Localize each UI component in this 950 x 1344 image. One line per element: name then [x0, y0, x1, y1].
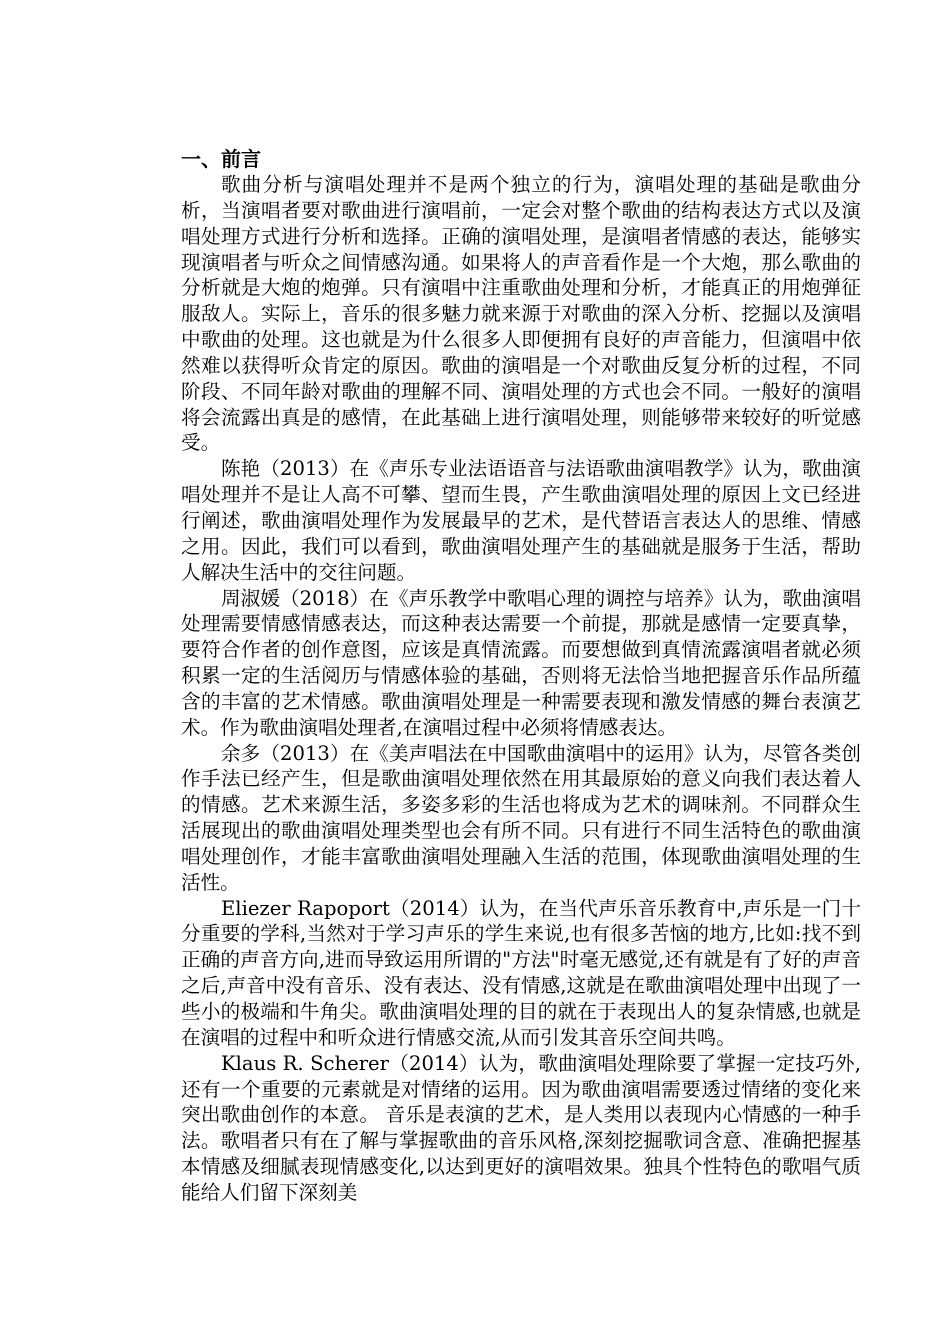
paragraph-yu-duo: 余多（2013）在《美声唱法在中国歌曲演唱中的运用》认为，尽管各类创作手法已经产生，但是歌曲演唱处理依然在用其最原始的意义向我们表达着人的情感。艺术来源生活，多姿多彩的生活也将成为艺术的调味剂。不同群众生活展现出的歌曲演唱处理类型也会有所不同。只有进行不同生活特色的歌曲演唱处理创作，才能丰富歌曲演唱处理融入生活的范围，体现歌曲演唱处理的生活性。 [181, 741, 861, 894]
paragraph-intro: 歌曲分析与演唱处理并不是两个独立的行为，演唱处理的基础是歌曲分析，当演唱者要对歌曲进行演唱前，一定会对整个歌曲的结构表达方式以及演唱处理方式进行分析和选择。正确的演唱处理，是演唱者情感的表达，能够实现演唱者与听众之间情感沟通。如果将人的声音看作是一个大炮，那么歌曲的分析就是大炮的炮弹。只有演唱中注重歌曲处理和分析，才能真正的用炮弹征服敌人。实际上，音乐的很多魅力就来源于对歌曲的深入分析、挖掘以及演唱中歌曲的处理。这也就是为什么很多人即便拥有良好的声音能力，但演唱中依然难以获得听众肯定的原因。歌曲的演唱是一个对歌曲反复分析的过程，不同阶段、不同年龄对歌曲的理解不同、演唱处理的方式也会不同。一般好的演唱将会流露出真是的感情，在此基础上进行演唱处理，则能够带来较好的听觉感受。 [181, 173, 861, 455]
section-heading: 一、前言 [181, 147, 261, 171]
paragraph-eliezer-rapoport: Eliezer Rapoport（2014）认为，在当代声乐音乐教育中,声乐是一门十分重要的学科,当然对于学习声乐的学生来说,也有很多苦恼的地方,比如:找不到正确的声音方向,进而导致运用所谓的"方法"时毫无感觉,还有就是有了好的声音之后,声音中没有音乐、没有表达、没有情感,这就是在歌曲演唱处理中出现了一些小的极端和牛角尖。歌曲演唱处理的目的就在于表现出人的复杂情感,也就是在演唱的过程中和听众进行情感交流,从而引发其音乐空间共鸣。 [181, 896, 861, 1049]
paragraph-klaus-scherer: Klaus R. Scherer（2014）认为，歌曲演唱处理除要了掌握一定技巧外,还有一个重要的元素就是对情绪的运用。因为歌曲演唱需要透过情绪的变化来突出歌曲创作的本意。 音乐是表演的艺术，是人类用以表现内心情感的一种手法。歌唱者只有在了解与掌握歌曲的音乐风格,深刻挖掘歌词含意、准确把握基本情感及细腻表现情感变化,以达到更好的演唱效果。独具个性特色的歌唱气质能给人们留下深刻美 [181, 1051, 861, 1204]
paragraph-chen-yan: 陈艳（2013）在《声乐专业法语语音与法语歌曲演唱教学》认为，歌曲演唱处理并不是让人高不可攀、望而生畏，产生歌曲演唱处理的原因上文已经进行阐述，歌曲演唱处理作为发展最早的艺术，是代替语言表达人的思维、情感之用。因此，我们可以看到，歌曲演唱处理产生的基础就是服务于生活，帮助人解决生活中的交往问题。 [181, 457, 861, 584]
page-content [181, 146, 861, 1206]
paragraph-zhou-shuyuan: 周淑媛（2018）在《声乐教学中歌唱心理的调控与培养》认为，歌曲演唱处理需要情感情感表达，而这种表达需要一个前提，那就是感情一定要真挚，要符合作者的创作意图，应该是真情流露。而要想做到真情流露演唱者就必须积累一定的生活阅历与情感体验的基础，否则将无法恰当地把握音乐作品所蕴含的丰富的艺术情感。歌曲演唱处理是一种需要表现和激发情感的舞台表演艺术。作为歌曲演唱处理者,在演唱过程中必须将情感表达。 [181, 586, 861, 739]
